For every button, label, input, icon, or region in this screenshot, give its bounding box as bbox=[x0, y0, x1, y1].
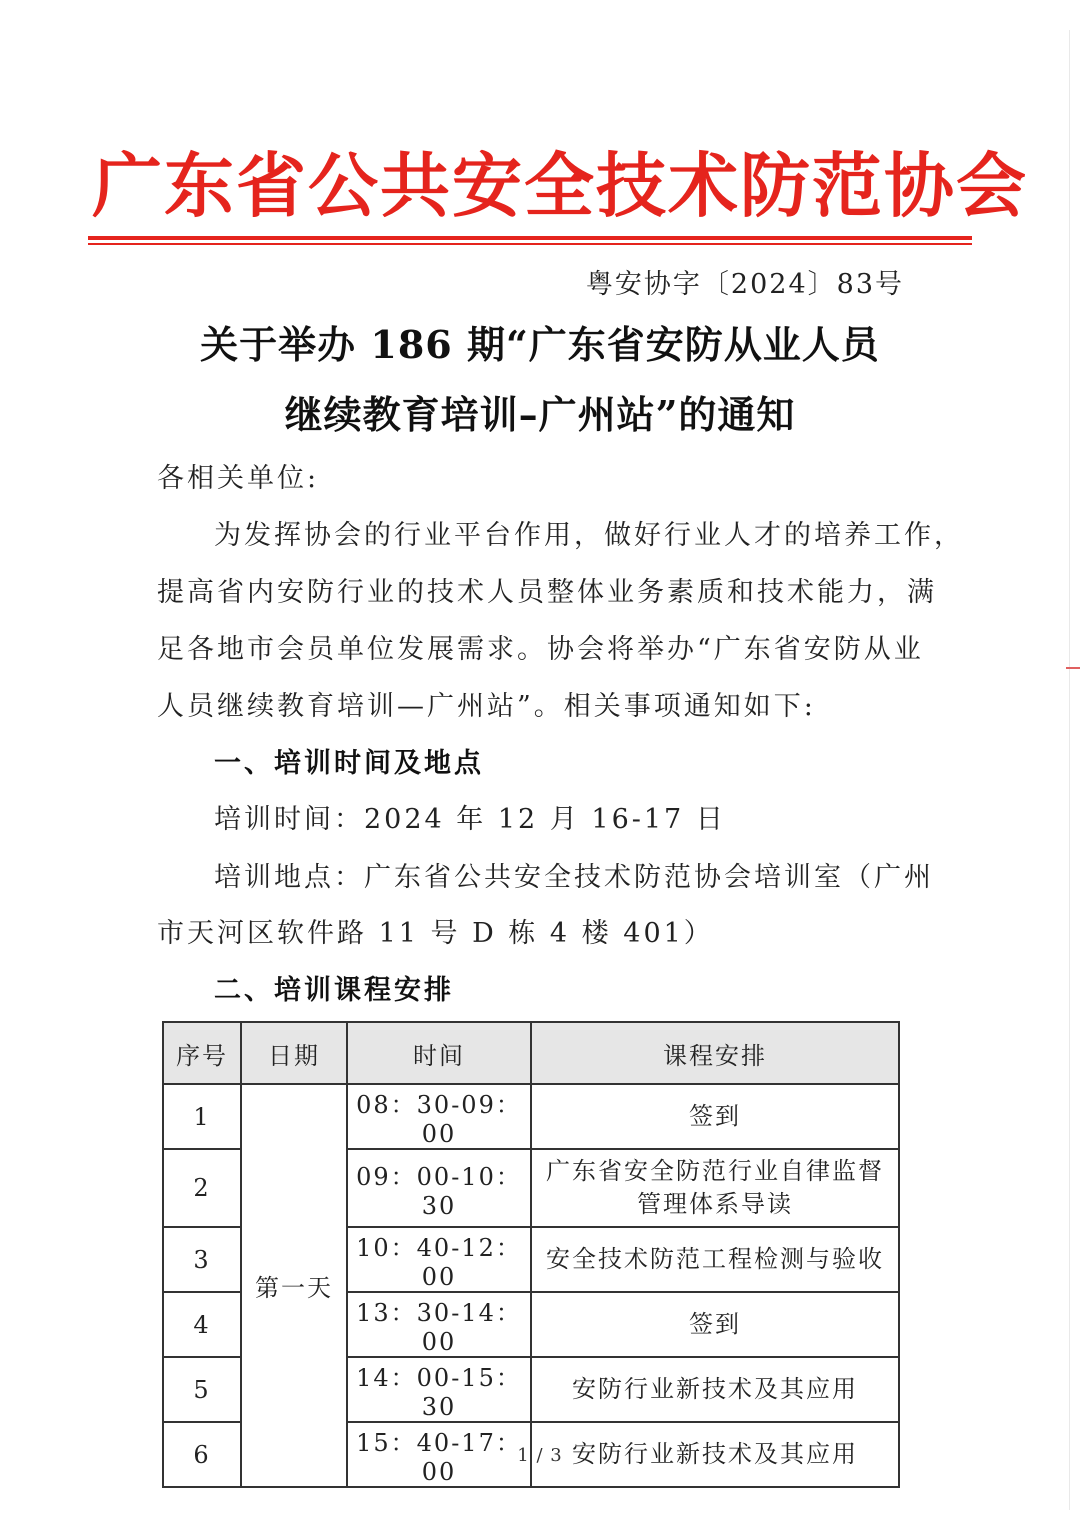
header-cell-time: 时间 bbox=[347, 1022, 531, 1084]
document-number: 粤安协字〔2024〕83号 bbox=[585, 269, 904, 300]
row-time: 08：30-09：00 bbox=[347, 1084, 531, 1149]
row-time: 15：40-17：00 bbox=[347, 1422, 531, 1487]
row-topic: 安防行业新技术及其应用 bbox=[531, 1422, 899, 1487]
section-heading-schedule: 二、培训课程安排 bbox=[214, 975, 454, 1006]
training-location-cont: 市天河区软件路 11 号 D 栋 4 楼 401） bbox=[157, 918, 714, 949]
row-topic: 安全技术防范工程检测与验收 bbox=[531, 1227, 899, 1292]
page-number: 1 / 3 bbox=[517, 1445, 563, 1466]
header-cell-date: 日期 bbox=[241, 1022, 347, 1084]
row-number: 6 bbox=[163, 1422, 241, 1487]
header-rule-thick bbox=[88, 236, 972, 240]
training-location: 培训地点：广东省公共安全技术防范协会培训室（广州 bbox=[214, 862, 934, 893]
table-row bbox=[163, 1084, 899, 1149]
intro-line: 为发挥协会的行业平台作用，做好行业人才的培养工作， bbox=[214, 520, 964, 551]
schedule-table bbox=[162, 1021, 900, 1488]
header-rule-thin bbox=[88, 243, 972, 245]
row-number: 1 bbox=[163, 1084, 241, 1149]
row-time: 14：00-15：30 bbox=[347, 1357, 531, 1422]
row-number: 2 bbox=[163, 1149, 241, 1227]
intro-line: 足各地市会员单位发展需求。协会将举办“广东省安防从业 bbox=[157, 634, 924, 665]
notice-title-line-2: 继续教育培训–广州站”的通知 bbox=[284, 392, 796, 437]
header-cell-no: 序号 bbox=[163, 1022, 241, 1084]
row-number: 5 bbox=[163, 1357, 241, 1422]
notice-title-line-1: 关于举办 186 期“广东省安防从业人员 bbox=[200, 322, 880, 367]
training-time: 培训时间：2024 年 12 月 16-17 日 bbox=[214, 804, 726, 835]
row-time: 13：30-14：00 bbox=[347, 1292, 531, 1357]
row-topic: 安防行业新技术及其应用 bbox=[531, 1357, 899, 1422]
header-cell-topic: 课程安排 bbox=[531, 1022, 899, 1084]
row-topic: 签到 bbox=[531, 1084, 899, 1149]
organization-header: 广东省公共安全技术防范协会 bbox=[92, 144, 1028, 227]
row-time: 10：40-12：00 bbox=[347, 1227, 531, 1292]
margin-mark bbox=[1066, 667, 1080, 669]
section-heading-time-location: 一、培训时间及地点 bbox=[214, 748, 484, 779]
day-cell: 第一天 bbox=[241, 1084, 347, 1487]
row-topic: 签到 bbox=[531, 1292, 899, 1357]
row-time: 09：00-10：30 bbox=[347, 1149, 531, 1227]
page-edge-line bbox=[1069, 30, 1070, 1510]
row-number: 4 bbox=[163, 1292, 241, 1357]
table-header-row bbox=[163, 1022, 899, 1084]
row-topic: 广东省安全防范行业自律监督 管理体系导读 bbox=[531, 1149, 899, 1227]
intro-line: 提高省内安防行业的技术人员整体业务素质和技术能力，满 bbox=[157, 577, 937, 608]
intro-line: 人员继续教育培训—广州站”。相关事项通知如下: bbox=[157, 691, 816, 722]
row-number: 3 bbox=[163, 1227, 241, 1292]
salutation: 各相关单位: bbox=[157, 463, 320, 494]
